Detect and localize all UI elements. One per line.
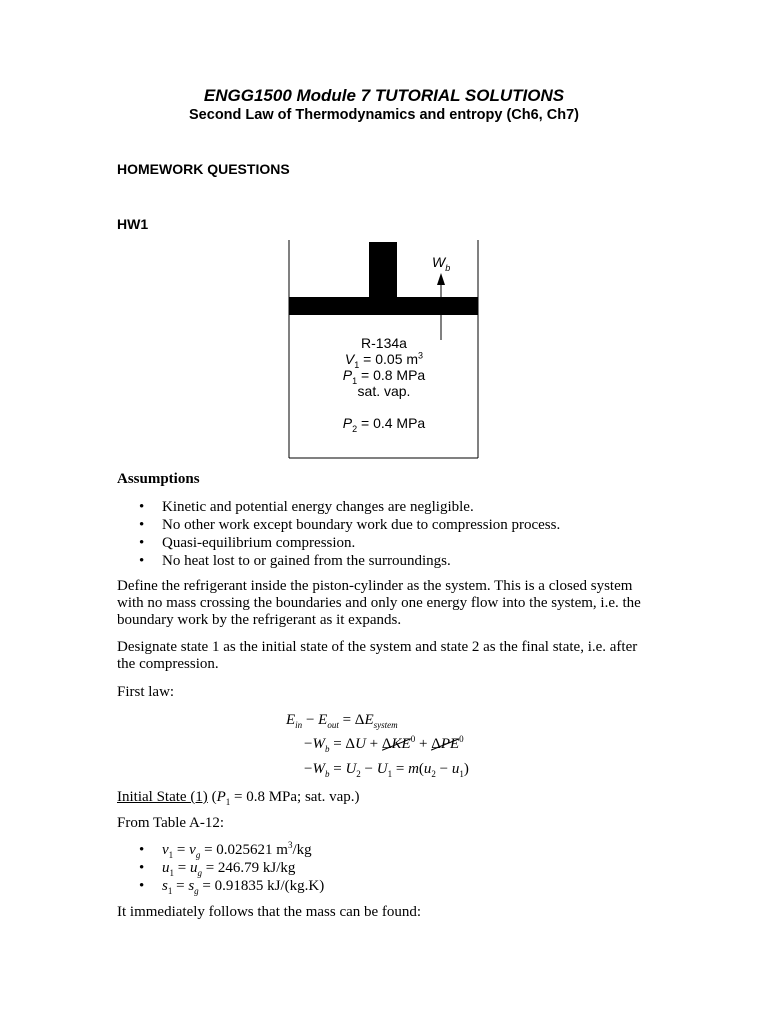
system-definition-paragraph: Define the refrigerant inside the piston-cylinder as the system. This is a closed system with no mass crossing the boundaries and only one energy flow into the system, i.e. the boundary work by the refrigerant as it expands. (117, 578, 641, 628)
problem-label: HW1 (117, 216, 149, 232)
initial-state-label: Initial State (1) (117, 789, 208, 805)
document-subtitle: Second Law of Thermodynamics and entropy (Ch6, Ch7) (189, 107, 579, 123)
pressure2-label: $P_2 = 0.4$ MPa (342, 415, 426, 434)
from-table-label: From Table A-12: (117, 815, 224, 831)
table-values-list (117, 841, 324, 895)
assumption-item: • No heat lost to or gained from the surroundings. (139, 553, 451, 569)
table-value-item: • $s_1 = s_g = 0.91835$ kJ/(kg.K) (139, 878, 325, 896)
bullet-icon: • (139, 553, 145, 569)
work-energy-equation: $-W_b = \Delta U + \Delta KE^0 + \Delta PE^0$ (304, 734, 464, 754)
state-info (288, 335, 480, 434)
piston-rod (369, 242, 397, 298)
assumption-item: • No other work except boundary work due to compression process. (139, 517, 561, 533)
volume-label: $V_1 = 0.05$ $m^3$ (344, 350, 424, 370)
internal-energy-equation: $-W_b = U_2 - U_1 = m(u_2 - u_1)$ (304, 761, 469, 779)
bullet-icon: • (139, 842, 145, 858)
energy-balance-equation: $E_{in} - E_{out} = \Delta E_{system}$ (286, 712, 398, 730)
first-law-label: First law: (117, 684, 175, 700)
bullet-icon: • (139, 517, 145, 533)
table-value-item: • $v_1 = v_g = 0.025621$ $m^3/kg$ (139, 840, 312, 860)
work-arrow-head (437, 273, 445, 285)
bullet-icon: • (139, 878, 145, 894)
boundary-work-label: $W_b$ (432, 254, 451, 273)
section-heading: HOMEWORK QUESTIONS (117, 161, 290, 177)
document-title: ENGG1500 Module 7 TUTORIAL SOLUTIONS (203, 86, 565, 105)
assumption-item: • Quasi-equilibrium compression. (139, 535, 356, 551)
piston-head (289, 297, 478, 315)
state-designation-paragraph: Designate state 1 as the initial state of the system and state 2 as the final state, i.e. after the compression. (117, 639, 638, 672)
assumption-item: • Kinetic and potential energy changes are negligible. (139, 499, 474, 515)
initial-state-details: ($P_1 = 0.8$ MPa; sat. vap.) (207, 789, 360, 807)
assumptions-list (117, 498, 560, 570)
assumptions-title: Assumptions (117, 471, 200, 487)
fluid-label: R-134a (361, 335, 407, 351)
table-value-item: • $u_1 = u_g = 246.79$ kJ/kg (139, 860, 296, 878)
bullet-icon: • (139, 499, 145, 515)
mass-statement: It immediately follows that the mass can be found: (117, 904, 422, 920)
pressure1-label: $P_1 = 0.8$ MPa (342, 367, 426, 386)
bullet-icon: • (139, 535, 145, 551)
state-label: sat. vap. (357, 383, 411, 399)
initial-state-line (117, 789, 657, 806)
bullet-icon: • (139, 860, 145, 876)
piston-cylinder-diagram (288, 240, 480, 460)
